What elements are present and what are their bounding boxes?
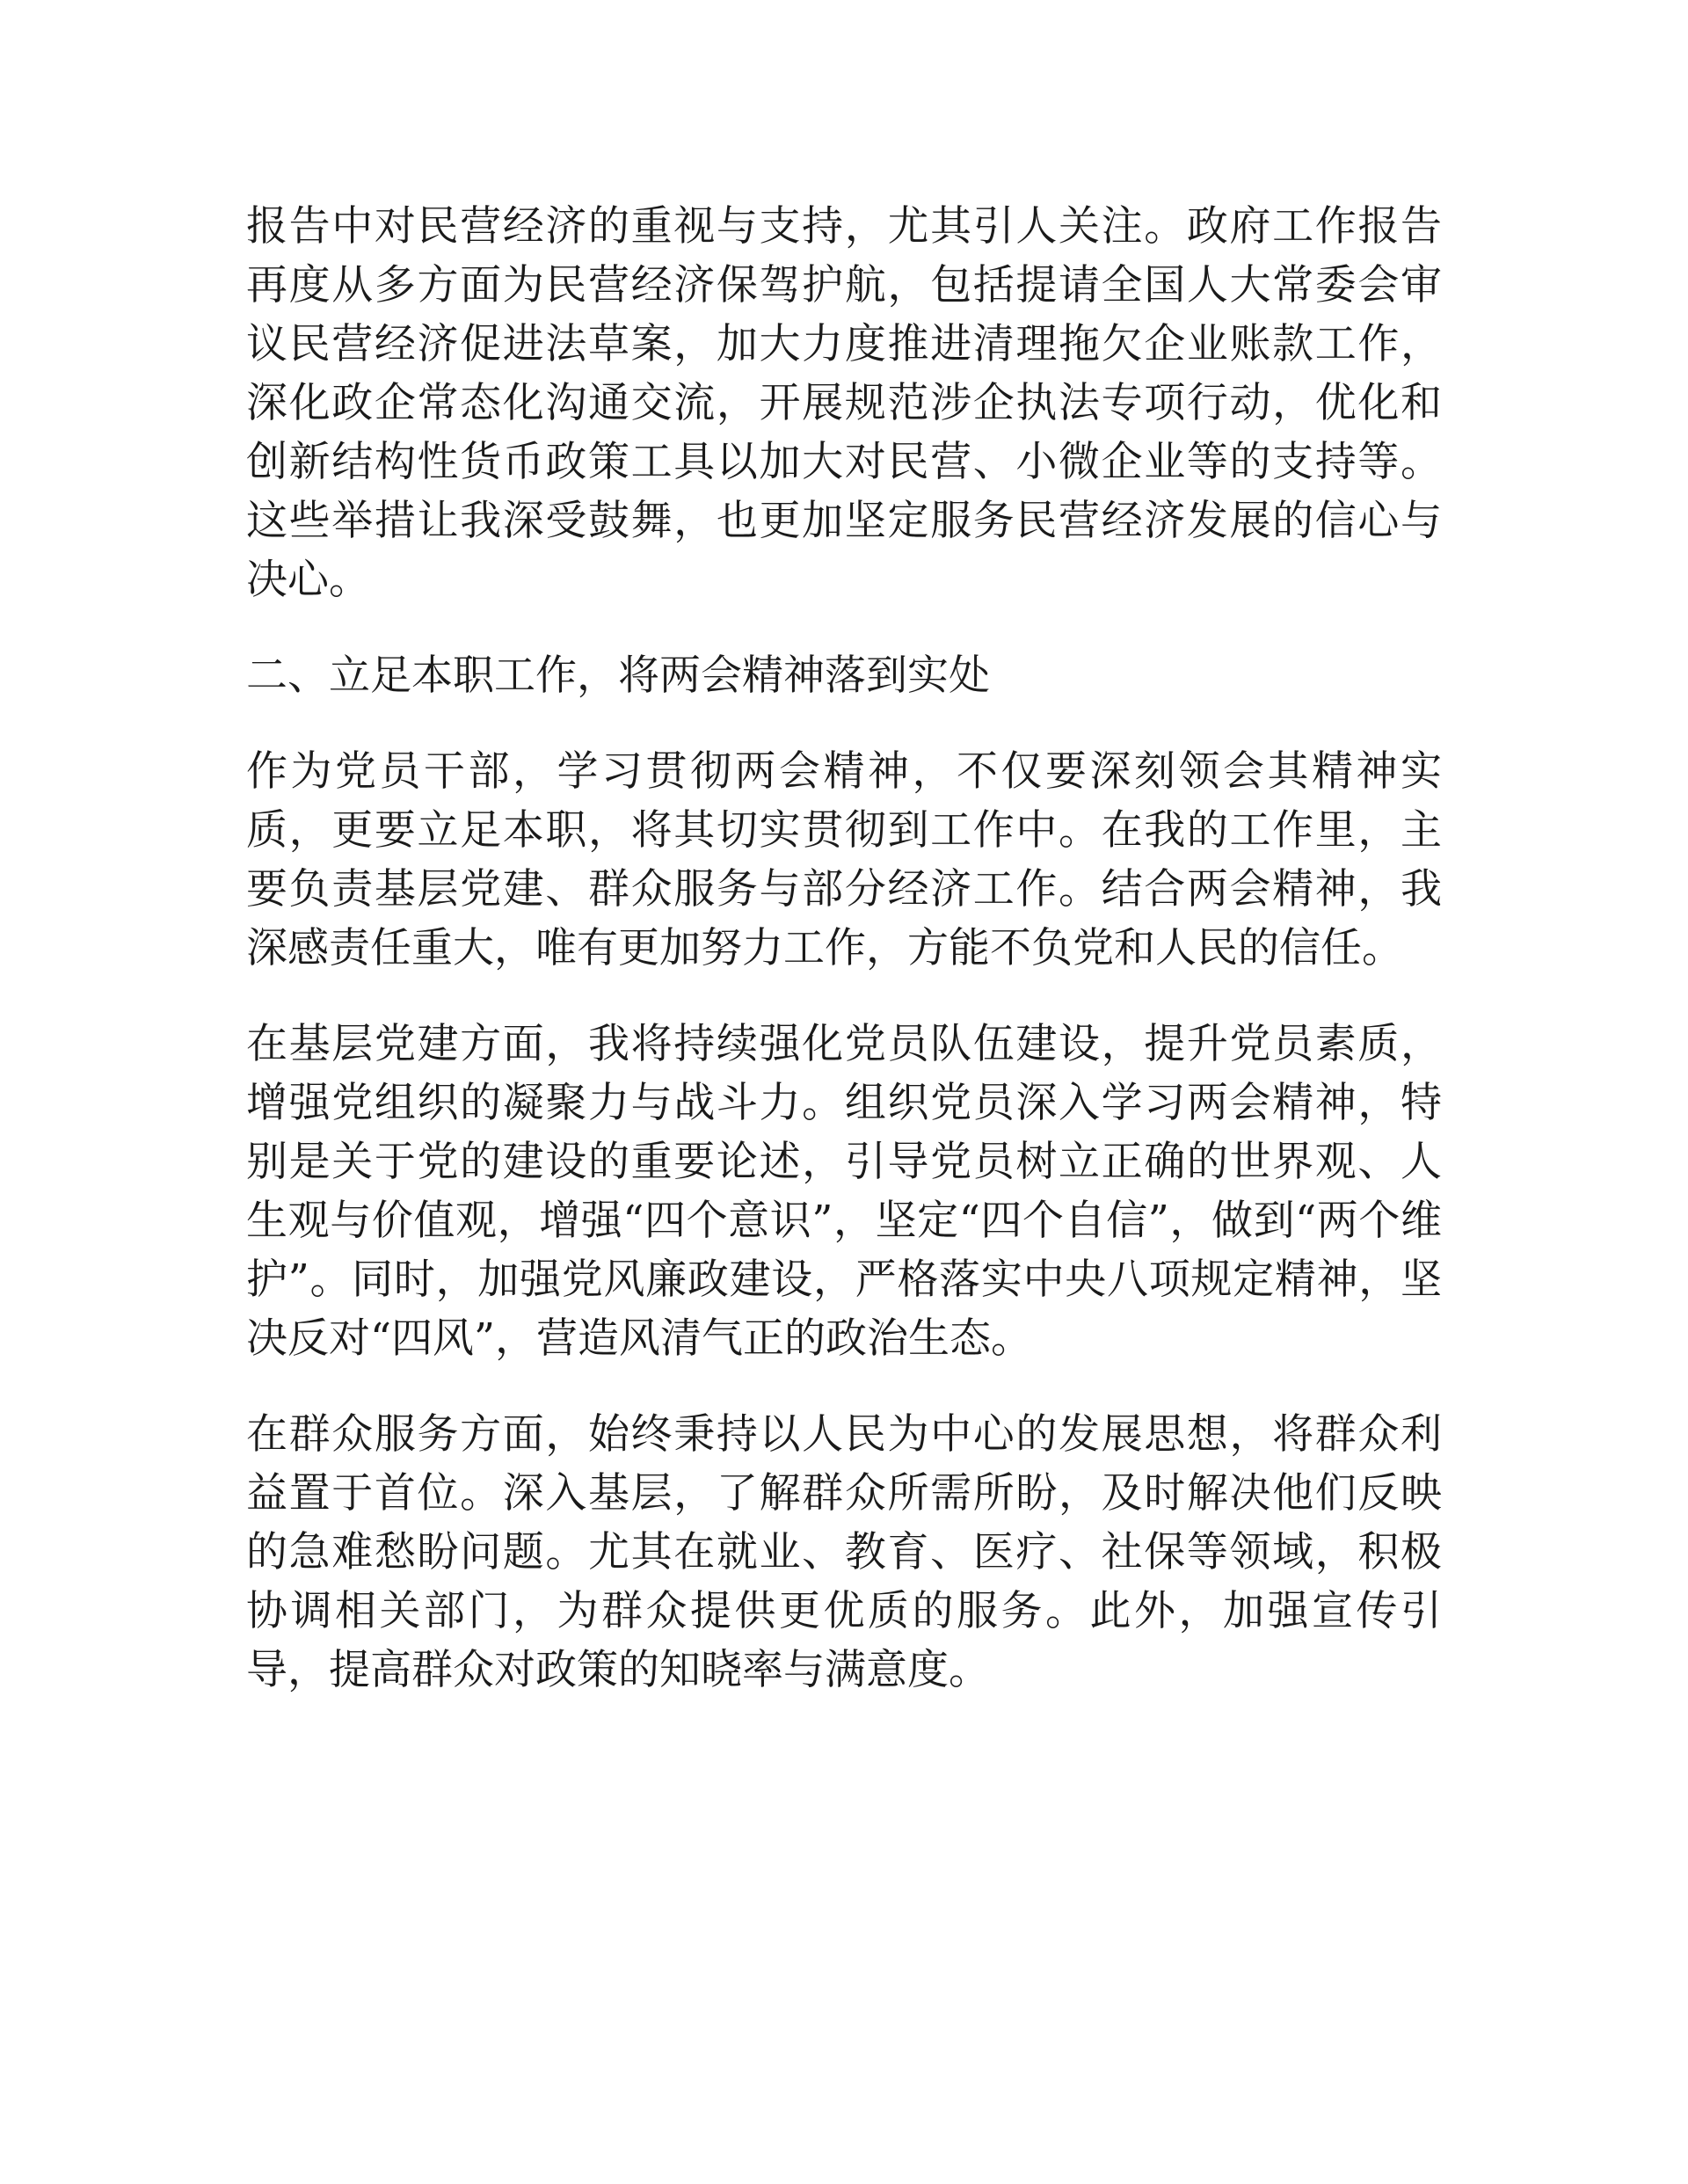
paragraph-public-service: 在群众服务方面，始终秉持以人民为中心的发展思想，将群众利益置于首位。深入基层，了解群众所需所盼，及时解决他们反映的急难愁盼问题。尤其在就业、教育、医疗、社保等领域，积极协调相关部门，为群众提供更优质的服务。此外，加强宣传引导，提高群众对政策的知晓率与满意度。	[246, 1410, 1442, 1694]
section-heading: 二、立足本职工作，将两会精神落到实处	[246, 652, 990, 700]
document-body	[246, 197, 1442, 1736]
paragraph-duty: 作为党员干部，学习贯彻两会精神，不仅要深刻领会其精神实质，更要立足本职，将其切实贯彻到工作中。在我的工作里，主要负责基层党建、群众服务与部分经济工作。结合两会精神，我深感责任重大，唯有更加努力工作，方能不负党和人民的信任。	[246, 747, 1442, 972]
paragraph-private-economy: 报告中对民营经济的重视与支持，尤其引人关注。政府工作报告再度从多方面为民营经济保驾护航，包括提请全国人大常委会审议民营经济促进法草案，加大力度推进清理拖欠企业账款工作，深化政企常态化沟通交流，开展规范涉企执法专项行动，优化和创新结构性货币政策工具以加大对民营、小微企业等的支持等。这些举措让我深受鼓舞，也更加坚定服务民营经济发展的信心与决心。	[246, 202, 1442, 604]
paragraph-party-building: 在基层党建方面，我将持续强化党员队伍建设，提升党员素质，增强党组织的凝聚力与战斗力。组织党员深入学习两会精神，特别是关于党的建设的重要论述，引导党员树立正确的世界观、人生观与价值观，增强“四个意识”，坚定“四个自信”，做到“两个维护”。同时，加强党风廉政建设，严格落实中央八项规定精神，坚决反对“四风”，营造风清气正的政治生态。	[246, 1020, 1442, 1363]
